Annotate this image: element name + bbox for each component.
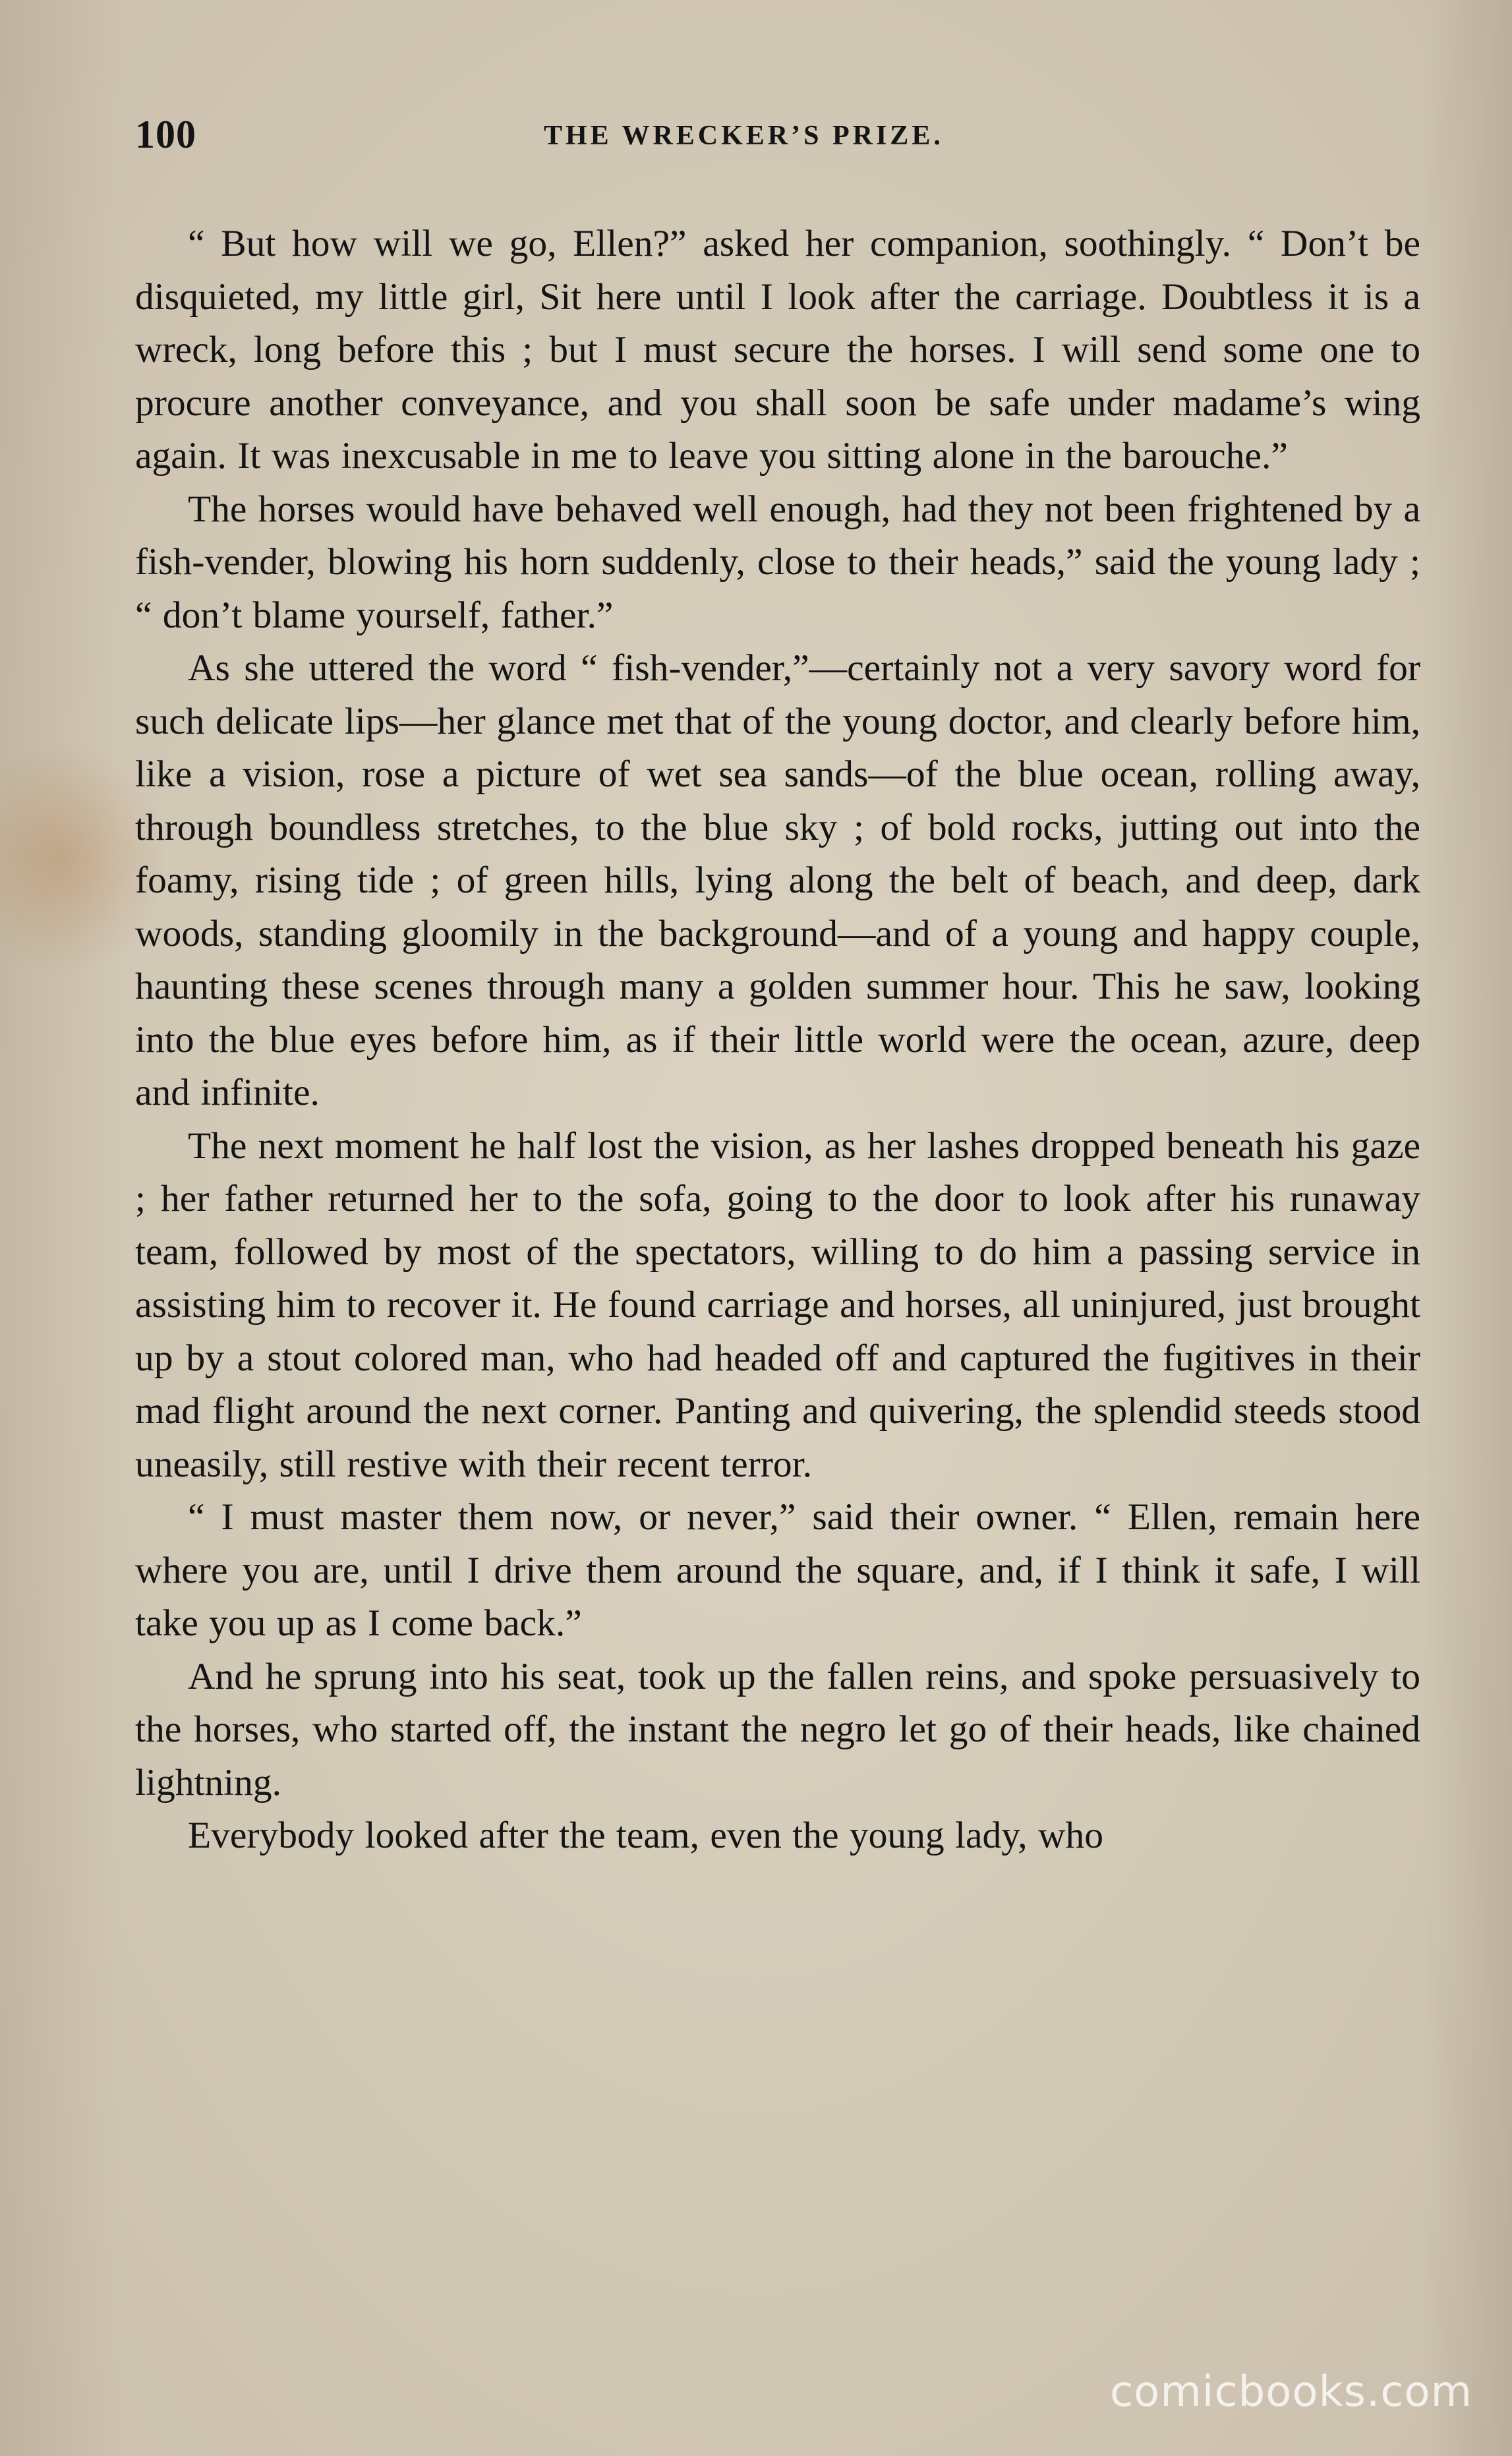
paragraph: Everybody looked after the team, even the young lady, who: [188, 1815, 1104, 1856]
paragraph: “ I must master them now, or never,” said their owner. “ Ellen, remain here where you are, until I drive them around the square, and, if I think it safe, I will take you up as I come back.”: [135, 1496, 1420, 1644]
paragraph: As she uttered the word “ fish-vender,”—certainly not a very savory word for such delicate lips—her glance met that of the young doctor, and clearly before him, like a vision, rose a picture of wet sea sands—of the blue ocean, rolling away, through boundless stretches, to the blue sky ; of bold rocks, jutting out into the foamy, rising tide ; of green hills, lying along the belt of beach, and deep, dark woods, standing gloomily in the background—and of a young and happy couple, haunting these scenes through many a golden summer hour. This he saw, looking into the blue eyes before him, as if their little world were the ocean, azure, deep and infinite.: [135, 647, 1420, 1113]
paragraph: The horses would have behaved well enough, had they not been frightened by a fish-vender, blowing his horn suddenly, close to their heads,” said the young lady ; “ don’t blame yourself, father.”: [135, 488, 1420, 636]
book-page: [135, 112, 1420, 1863]
body-text: [135, 218, 1420, 1863]
running-title: THE WRECKER’S PRIZE.: [544, 121, 944, 151]
running-head: [135, 112, 1420, 171]
paragraph: The next moment he half lost the vision, as her lashes dropped beneath his gaze ; her father returned her to the sofa, going to the door to look after his runaway team, followed by most of the spectators, willing to do him a passing service in assisting him to recover it. He found carriage and horses, all uninjured, just brought up by a stout colored man, who had headed off and captured the fugitives in their mad flight around the next corner. Panting and quivering, the splendid steeds stood uneasily, still restive with their recent terror.: [135, 1125, 1420, 1485]
paragraph: “ But how will we go, Ellen?” asked her companion, soothingly. “ Don’t be disquieted, my little girl, Sit here until I look after the carriage. Doubtless it is a wreck, long before this ; but I must secure the horses. I will send some one to procure another conveyance, and you shall soon be safe under madame’s wing again. It was inexcusable in me to leave you sitting alone in the barouche.”: [135, 223, 1420, 477]
paragraph: And he sprung into his seat, took up the fallen reins, and spoke persuasively to the horses, who started off, the instant the negro let go of their heads, like chained lightning.: [135, 1655, 1420, 1803]
page-number: 100: [135, 113, 196, 156]
watermark: comicbooks.com: [1109, 2368, 1472, 2416]
